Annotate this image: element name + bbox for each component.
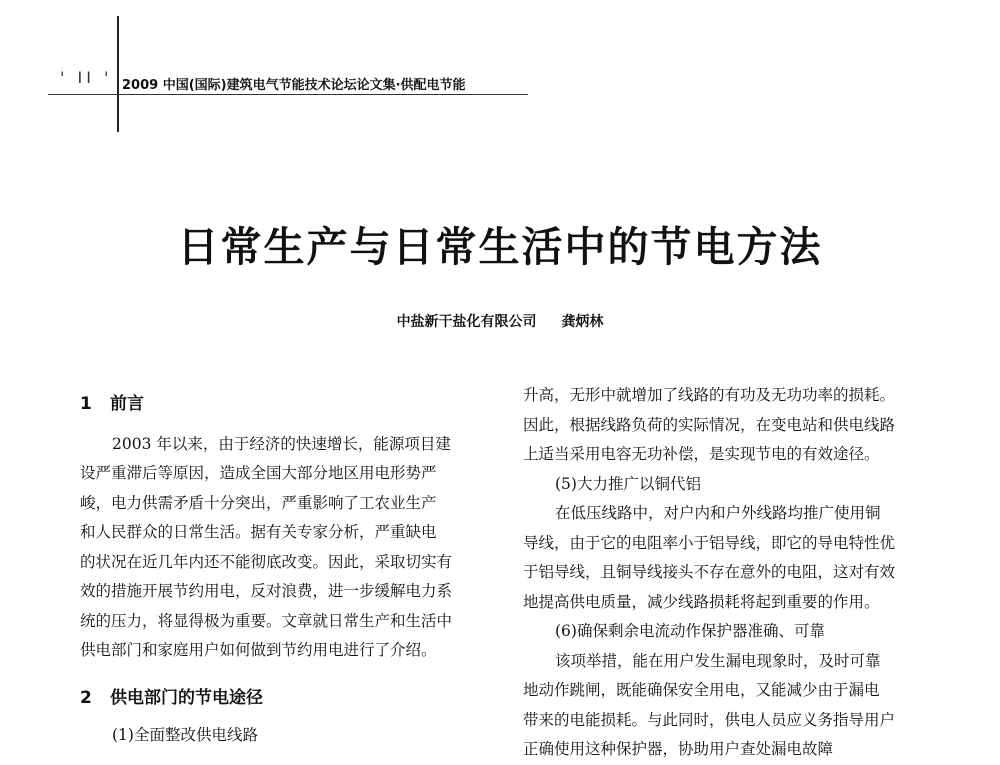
author-affiliation: 中盐新干盐化有限公司 xyxy=(396,314,537,330)
running-header: 2009 中国(国际)建筑电气节能技术论坛论文集·供配电节能 xyxy=(122,78,466,93)
paragraph-line: 的状况在近几年内还不能彻底改变。因此，采取切实有 xyxy=(80,552,453,571)
paragraph-line: 正确使用这种保护器，协助用户查处漏电故障 xyxy=(523,740,834,758)
header-vertical-rule xyxy=(117,16,119,132)
paragraph-line: 于铝导线，且铜导线接头不存在意外的电阻，这对有效 xyxy=(523,563,896,581)
paragraph-line: 在低压线路中，对户内和户外线路均推广使用铜 xyxy=(555,504,881,522)
paragraph-line: 效的措施开展节约用电，反对浪费，进一步缓解电力系 xyxy=(80,582,453,600)
section-title: 供电部门的节电途径 xyxy=(110,687,263,708)
paragraph-line: 上适当采用电容无功补偿，是实现节电的有效途径。 xyxy=(523,445,880,463)
list-item: (5)大力推广以铜代铝 xyxy=(555,474,701,493)
left-column xyxy=(80,390,490,751)
paragraph-line: 统的压力，将显得极为重要。文章就日常生产和生活中 xyxy=(80,611,453,630)
paragraph-line: 地动作跳闸，既能确保安全用电，又能减少由于漏电 xyxy=(523,681,880,699)
paragraph-line: 峻，电力供需矛盾十分突出，严重影响了工农业生产 xyxy=(80,493,437,512)
section-heading-2 xyxy=(80,684,490,714)
paragraph-line: 因此，根据线路负荷的实际情况，在变电站和供电线路 xyxy=(523,415,896,434)
paragraph-line: 导线，由于它的电阻率小于铝导线，即它的导电特性优 xyxy=(523,533,896,552)
paragraph-line: 和人民群众的日常生活。据有关专家分析，严重缺电 xyxy=(80,523,437,541)
paragraph-line: 2003 年以来，由于经济的快速增长，能源项目建 xyxy=(112,434,451,453)
author-line xyxy=(0,311,1000,331)
list-item: (6)确保剩余电流动作保护器准确、可靠 xyxy=(555,622,825,640)
section-heading-1 xyxy=(80,390,490,420)
paragraph-line: 地提高供电质量，减少线路损耗将起到重要的作用。 xyxy=(523,592,880,611)
page-marks: ' II ' xyxy=(60,68,113,87)
intro-paragraph xyxy=(80,430,490,666)
paper-title: 日常生产与日常生活中的节电方法 xyxy=(177,223,823,271)
section-title: 前言 xyxy=(110,394,144,414)
author-name: 龚炳林 xyxy=(561,314,604,330)
section-number: 1 xyxy=(80,394,92,414)
paragraph-line: 带来的电能损耗。与此同时，供电人员应义务指导用户 xyxy=(523,710,896,729)
right-column xyxy=(523,381,933,765)
header-horizontal-rule xyxy=(48,94,528,95)
section-number: 2 xyxy=(80,687,92,708)
paragraph-line: 升高，无形中就增加了线路的有功及无功功率的损耗。 xyxy=(523,386,896,404)
paragraph-line: 设严重滞后等原因，造成全国大部分地区用电形势严 xyxy=(80,464,437,482)
paragraph-line: 该项举措，能在用户发生漏电现象时，及时可靠 xyxy=(555,651,881,670)
paragraph-line: 供电部门和家庭用户如何做到节约用电进行了介绍。 xyxy=(80,641,437,659)
list-item: (1)全面整改供电线路 xyxy=(112,726,258,744)
